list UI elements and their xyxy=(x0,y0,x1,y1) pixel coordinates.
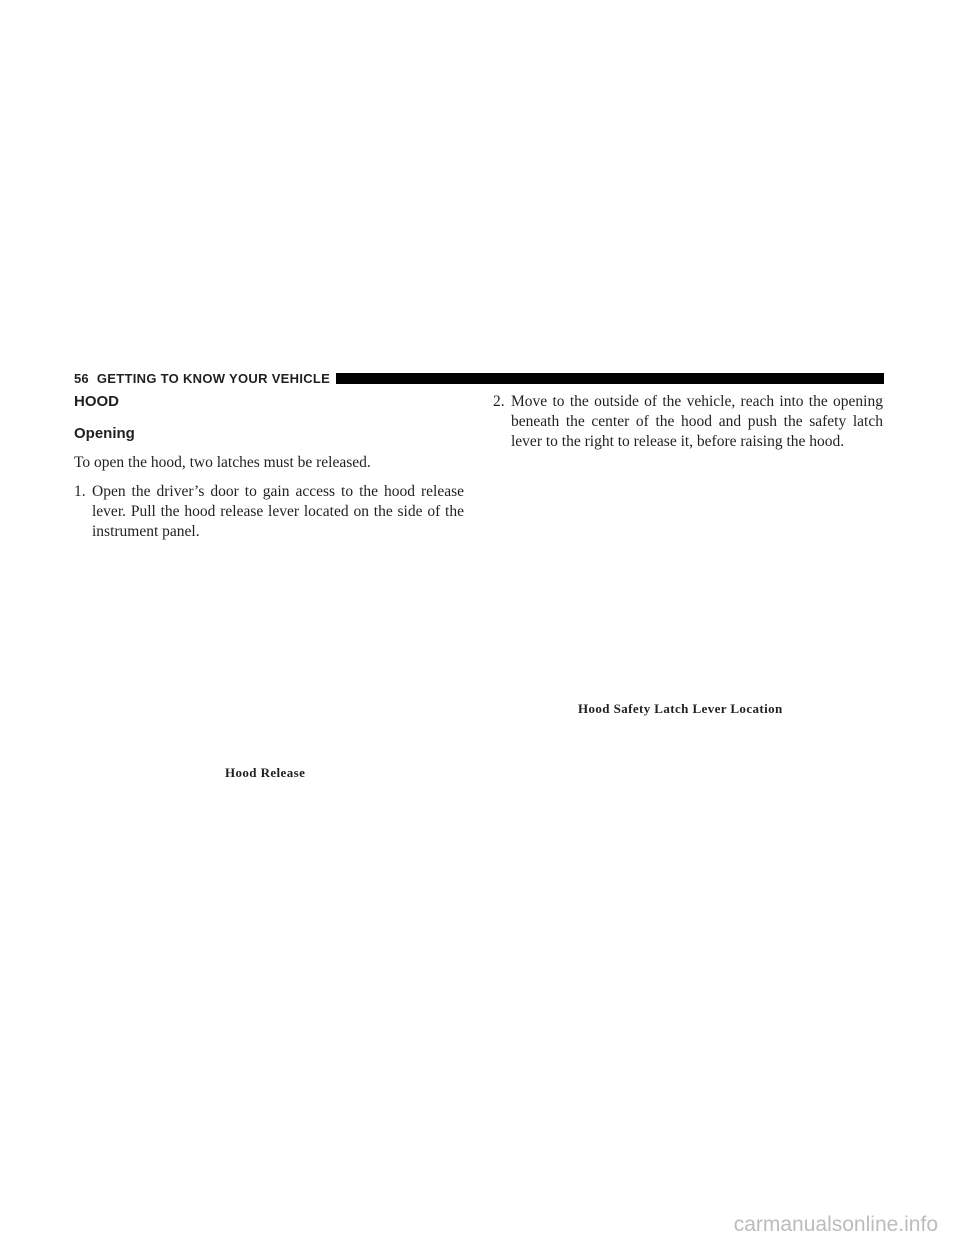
step-2-text: Move to the outside of the vehicle, reach into the opening beneath the center of the hood and push the safety latch lever to the right to release it, before raising the hood. xyxy=(511,393,883,450)
right-column xyxy=(493,392,883,452)
step-2 xyxy=(493,392,883,452)
step-1-text: Open the driver’s door to gain access to the hood release lever. Pull the hood release lever located on the side of the instrument panel. xyxy=(92,483,464,540)
page-header xyxy=(74,370,884,386)
section-title: GETTING TO KNOW YOUR VEHICLE xyxy=(96,370,331,386)
opening-subheading: Opening xyxy=(74,425,135,442)
intro-paragraph: To open the hood, two latches must be released. xyxy=(74,454,371,471)
page-number: 56 xyxy=(74,370,89,386)
safety-latch-caption: Hood Safety Latch Lever Location xyxy=(578,701,783,716)
hood-heading: HOOD xyxy=(74,393,119,410)
step-2-number: 2. xyxy=(493,393,505,410)
hood-release-figure xyxy=(74,550,464,755)
header-rule xyxy=(336,373,884,384)
safety-latch-figure xyxy=(493,480,883,692)
watermark: carmanualsonline.info xyxy=(733,1213,938,1236)
step-1-number: 1. xyxy=(74,483,86,500)
left-column xyxy=(74,393,464,542)
hood-release-caption: Hood Release xyxy=(225,765,306,780)
step-1 xyxy=(74,482,464,542)
